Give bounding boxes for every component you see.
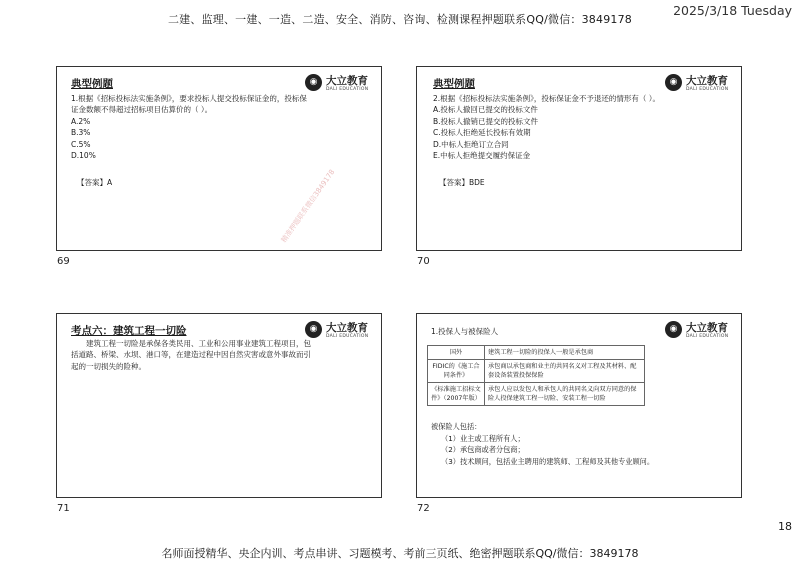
list-item: （3）技术顾问，包括业主聘用的建筑师、工程师及其他专业顾问。 (441, 456, 655, 466)
dali-logo (305, 320, 369, 342)
dali-logo-icon: ◉ (665, 74, 682, 91)
logo-cn: 大立教育 (326, 322, 368, 334)
slide-number: 71 (57, 503, 70, 514)
slide-body-text: 建筑工程一切险是承保各类民用、工业和公用事业建筑工程项目，包括道路、桥梁、水坝、港口等，在建造过程中因自然灾害或意外事故而引起的一切损失的险种。 (71, 339, 311, 371)
logo-en: DALI EDUCATION (686, 87, 729, 92)
date-stamp: 2025/3/18 Tuesday (673, 3, 792, 18)
watermark: 精准押题联系微信3849178 (279, 168, 337, 245)
question-text: 1.根据《招标投标法实施条例》，要求投标人提交投标保证金的，投标保证金数额不得超过招标项目估算价的（ ）。 (71, 94, 307, 115)
table-cell-value: 承包商以承包商和业主的共同名义对工程及其材料、配套设备装置投保保险 (485, 360, 645, 383)
page-footer: 名师面授精华、央企内训、考点串讲、习题模考、考前三页纸、绝密押题联系QQ/微信：3849178 (161, 547, 639, 560)
logo-en: DALI EDUCATION (686, 334, 729, 339)
dali-logo-icon: ◉ (305, 74, 322, 91)
dali-logo (665, 73, 729, 95)
table-row (428, 346, 645, 360)
logo-en: DALI EDUCATION (326, 87, 369, 92)
slide-70 (416, 66, 742, 251)
option: D.中标人拒绝订立合同 (433, 139, 509, 149)
option: D.10% (71, 151, 96, 161)
insured-list (431, 421, 654, 467)
option: A.2% (71, 116, 91, 126)
slide-69 (56, 66, 382, 251)
page-number: 18 (778, 520, 792, 533)
dali-logo (305, 73, 369, 95)
option: E.中标人拒绝提交履约保证金 (433, 151, 531, 161)
slide-title: 典型例题 (433, 78, 475, 90)
table-row (428, 360, 645, 383)
option: A.投标人撤回已提交的投标文件 (433, 105, 538, 115)
question-text: 2.根据《招标投标法实施条例》，投标保证金不予退还的情形有（ ）。 (433, 94, 661, 103)
logo-cn: 大立教育 (686, 322, 728, 334)
slide-72 (416, 313, 742, 498)
answer: 【答案】BDE (439, 178, 485, 187)
table-cell-value: 承包人应以发包人和承包人的共同名义向双方同意的保险人投保建筑工程一切险、安装工程一切险 (485, 383, 645, 406)
dali-logo-icon: ◉ (665, 321, 682, 338)
option: C.投标人拒绝延长投标有效期 (433, 128, 531, 138)
table-cell-key: 《标准施工招标文件》（2007年版） (428, 383, 485, 406)
option: B.3% (71, 128, 91, 138)
page-header: 二建、监理、一建、一造、二造、安全、消防、咨询、检测课程押题联系QQ/微信：3849178 (167, 13, 632, 26)
slide-title: 考点六：建筑工程一切险 (71, 325, 187, 337)
dali-logo-icon: ◉ (305, 321, 322, 338)
table-row (428, 383, 645, 406)
logo-en: DALI EDUCATION (326, 334, 369, 339)
table-cell-value: 建筑工程一切险的投保人一般是承包商 (485, 346, 645, 360)
table-cell-key: FIDIC的《施工合同条件》 (428, 360, 485, 383)
slide-number: 69 (57, 256, 70, 267)
slide-number: 72 (417, 503, 430, 514)
answer: 【答案】A (77, 178, 113, 187)
option: B.投标人撤销已提交的投标文件 (433, 116, 539, 126)
list-item: （2）承包商或者分包商； (441, 445, 525, 454)
option: C.5% (71, 139, 91, 149)
question-block (433, 93, 683, 161)
table-cell-key: 国外 (428, 346, 485, 360)
question-block (71, 93, 311, 161)
slide-number: 70 (417, 256, 430, 267)
list-item: （1）业主或工程所有人； (441, 433, 525, 443)
dali-logo (665, 320, 729, 342)
logo-cn: 大立教育 (686, 75, 728, 87)
slide-71 (56, 313, 382, 498)
insurance-table (427, 345, 645, 406)
insured-title: 被保险人包括： (431, 422, 482, 431)
slide-title: 1.投保人与被保险人 (431, 327, 499, 336)
slide-title: 典型例题 (71, 78, 113, 90)
logo-cn: 大立教育 (326, 75, 368, 87)
